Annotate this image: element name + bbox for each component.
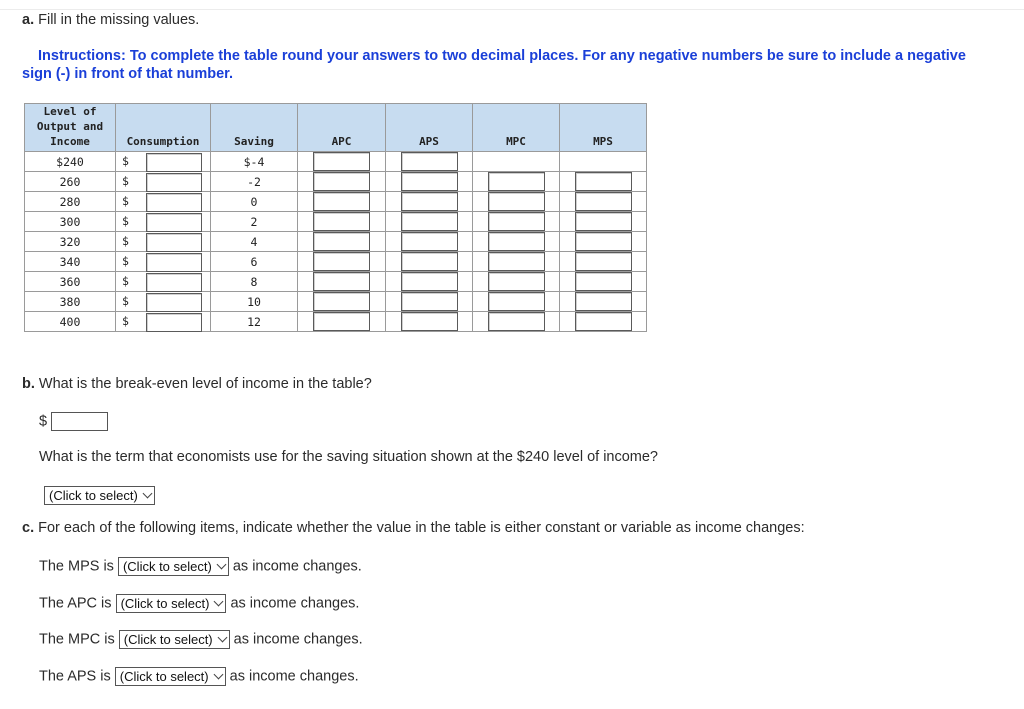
income-cell: 400 <box>25 312 116 332</box>
table-row <box>25 292 647 312</box>
apc-input[interactable] <box>313 252 370 271</box>
currency-symbol: $ <box>122 154 129 168</box>
saving-cell: 6 <box>211 252 298 272</box>
part-c-question <box>22 520 805 536</box>
saving-cell: 12 <box>211 312 298 332</box>
chevron-down-icon <box>142 489 152 499</box>
aps-constant-row: The APS is (Click to select) as income changes. <box>39 668 359 685</box>
mpc-cell <box>473 152 560 172</box>
currency-symbol: $ <box>122 314 129 328</box>
apc-input[interactable] <box>313 292 370 311</box>
apc-input[interactable] <box>313 212 370 231</box>
part-b-question <box>22 376 372 392</box>
header-income: Level of Output and Income <box>25 104 116 152</box>
table-row <box>25 172 647 192</box>
saving-cell: 10 <box>211 292 298 312</box>
currency-symbol: $ <box>122 174 129 188</box>
mpc-cell <box>473 292 560 312</box>
table-row <box>25 312 647 332</box>
consumption-cell <box>116 172 211 192</box>
consumption-input[interactable] <box>146 213 202 232</box>
mps-cell <box>560 172 647 192</box>
aps-cell <box>386 192 473 212</box>
header-mpc: MPC <box>473 104 560 152</box>
consumption-cell <box>116 312 211 332</box>
chevron-down-icon <box>217 633 227 643</box>
apc-input[interactable] <box>313 172 370 191</box>
part-b-label: b. <box>22 376 35 392</box>
mpc-input[interactable] <box>488 192 545 211</box>
mps-cell <box>560 212 647 232</box>
aps-cell <box>386 172 473 192</box>
table-row <box>25 192 647 212</box>
mpc-cell <box>473 212 560 232</box>
mpc-input[interactable] <box>488 172 545 191</box>
income-cell: 340 <box>25 252 116 272</box>
consumption-input[interactable] <box>146 293 202 312</box>
mpc-cell <box>473 232 560 252</box>
apc-cell <box>298 292 386 312</box>
apc-cell <box>298 312 386 332</box>
apc-cell <box>298 152 386 172</box>
apc-constant-row: The APC is (Click to select) as income changes. <box>39 595 360 612</box>
mps-cell <box>560 152 647 172</box>
income-cell: 380 <box>25 292 116 312</box>
mpc-dropdown[interactable]: (Click to select) <box>119 630 230 649</box>
consumption-input[interactable] <box>146 193 202 212</box>
currency-symbol: $ <box>122 254 129 268</box>
aps-cell <box>386 292 473 312</box>
aps-input[interactable] <box>401 212 458 231</box>
consumption-cell <box>116 272 211 292</box>
mps-cell <box>560 192 647 212</box>
aps-cell <box>386 312 473 332</box>
mps-input[interactable] <box>575 232 632 251</box>
apc-cell <box>298 232 386 252</box>
header-mps: MPS <box>560 104 647 152</box>
mpc-input[interactable] <box>488 232 545 251</box>
part-a-label: a. <box>22 12 35 28</box>
aps-input[interactable] <box>401 152 458 171</box>
mps-input[interactable] <box>575 172 632 191</box>
term-dropdown[interactable]: (Click to select) <box>44 486 155 505</box>
aps-input[interactable] <box>401 252 458 271</box>
currency-symbol: $ <box>122 214 129 228</box>
currency-symbol: $ <box>122 274 129 288</box>
table-header-row <box>25 104 647 152</box>
apc-input[interactable] <box>313 312 370 331</box>
consumption-input[interactable] <box>146 313 202 332</box>
part-b-question-text: What is the break-even level of income in the table? <box>38 376 372 392</box>
chevron-down-icon <box>214 597 224 607</box>
currency-symbol: $ <box>122 194 129 208</box>
mps-input[interactable] <box>575 312 632 331</box>
term-select[interactable] <box>44 486 155 505</box>
mps-dropdown[interactable]: (Click to select) <box>118 557 229 576</box>
consumption-cell <box>116 212 211 232</box>
mpc-input[interactable] <box>488 312 545 331</box>
part-c-question-text: For each of the following items, indicate whether the value in the table is either constant or variable as income changes: <box>38 520 805 536</box>
aps-input[interactable] <box>401 292 458 311</box>
income-cell: 320 <box>25 232 116 252</box>
header-consumption: Consumption <box>116 104 211 152</box>
break-even-input[interactable] <box>51 412 108 431</box>
saving-cell: 2 <box>211 212 298 232</box>
table-row <box>25 272 647 292</box>
mps-cell <box>560 312 647 332</box>
table-row <box>25 232 647 252</box>
consumption-cell <box>116 292 211 312</box>
mps-input[interactable] <box>575 212 632 231</box>
table-row <box>25 212 647 232</box>
table-row <box>25 152 647 172</box>
income-cell: 300 <box>25 212 116 232</box>
income-cell: 280 <box>25 192 116 212</box>
saving-cell: -2 <box>211 172 298 192</box>
aps-input[interactable] <box>401 312 458 331</box>
aps-cell <box>386 152 473 172</box>
apc-cell <box>298 192 386 212</box>
saving-cell: 8 <box>211 272 298 292</box>
apc-input[interactable] <box>313 152 370 171</box>
chevron-down-icon <box>213 670 223 680</box>
saving-cell: $-4 <box>211 152 298 172</box>
saving-cell: 0 <box>211 192 298 212</box>
income-cell: $240 <box>25 152 116 172</box>
mpc-input[interactable] <box>488 252 545 271</box>
consumption-input[interactable] <box>146 273 202 292</box>
aps-input[interactable] <box>401 272 458 291</box>
break-even-currency: $ <box>39 413 48 430</box>
mps-cell <box>560 272 647 292</box>
mps-cell <box>560 292 647 312</box>
mpc-cell <box>473 272 560 292</box>
apc-input[interactable] <box>313 272 370 291</box>
term-question: What is the term that economists use for the saving situation shown at the $240 level of income? <box>39 449 658 465</box>
mps-input[interactable] <box>575 192 632 211</box>
consumption-input[interactable] <box>146 233 202 252</box>
aps-input[interactable] <box>401 232 458 251</box>
mps-cell <box>560 232 647 252</box>
mpc-cell <box>473 252 560 272</box>
values-table <box>24 103 647 332</box>
instructions-text: Instructions: To complete the table round your answers to two decimal places. For any negative numbers be sure to include a negative sign (-) in front of that number. <box>22 48 966 82</box>
apc-input[interactable] <box>313 192 370 211</box>
part-a-title: Fill in the missing values. <box>38 12 200 28</box>
consumption-cell <box>116 252 211 272</box>
consumption-cell <box>116 152 211 172</box>
consumption-input[interactable] <box>146 153 202 172</box>
aps-dropdown[interactable]: (Click to select) <box>115 667 226 686</box>
aps-cell <box>386 272 473 292</box>
mpc-cell <box>473 312 560 332</box>
mps-input[interactable] <box>575 272 632 291</box>
consumption-input[interactable] <box>146 173 202 192</box>
instructions <box>22 47 982 83</box>
apc-cell <box>298 272 386 292</box>
mps-input[interactable] <box>575 292 632 311</box>
header-apc: APC <box>298 104 386 152</box>
part-a-heading <box>22 12 199 28</box>
header-saving: Saving <box>211 104 298 152</box>
aps-input[interactable] <box>401 192 458 211</box>
consumption-cell <box>116 232 211 252</box>
saving-cell: 4 <box>211 232 298 252</box>
mps-constant-row: The MPS is (Click to select) as income changes. <box>39 558 362 575</box>
mps-cell <box>560 252 647 272</box>
break-even-answer <box>39 412 108 431</box>
apc-cell <box>298 172 386 192</box>
apc-input[interactable] <box>313 232 370 251</box>
mpc-constant-row: The MPC is (Click to select) as income changes. <box>39 631 363 648</box>
consumption-input[interactable] <box>146 253 202 272</box>
mpc-input[interactable] <box>488 272 545 291</box>
part-c-label: c. <box>22 520 35 536</box>
income-cell: 260 <box>25 172 116 192</box>
aps-cell <box>386 212 473 232</box>
aps-cell <box>386 232 473 252</box>
aps-input[interactable] <box>401 172 458 191</box>
mps-input[interactable] <box>575 252 632 271</box>
apc-dropdown[interactable]: (Click to select) <box>116 594 227 613</box>
chevron-down-icon <box>216 560 226 570</box>
aps-cell <box>386 252 473 272</box>
mpc-input[interactable] <box>488 292 545 311</box>
table-row <box>25 252 647 272</box>
apc-cell <box>298 252 386 272</box>
currency-symbol: $ <box>122 294 129 308</box>
consumption-cell <box>116 192 211 212</box>
currency-symbol: $ <box>122 234 129 248</box>
top-divider <box>0 9 1024 10</box>
mpc-cell <box>473 192 560 212</box>
apc-cell <box>298 212 386 232</box>
income-cell: 360 <box>25 272 116 292</box>
mpc-input[interactable] <box>488 212 545 231</box>
mpc-cell <box>473 172 560 192</box>
header-aps: APS <box>386 104 473 152</box>
